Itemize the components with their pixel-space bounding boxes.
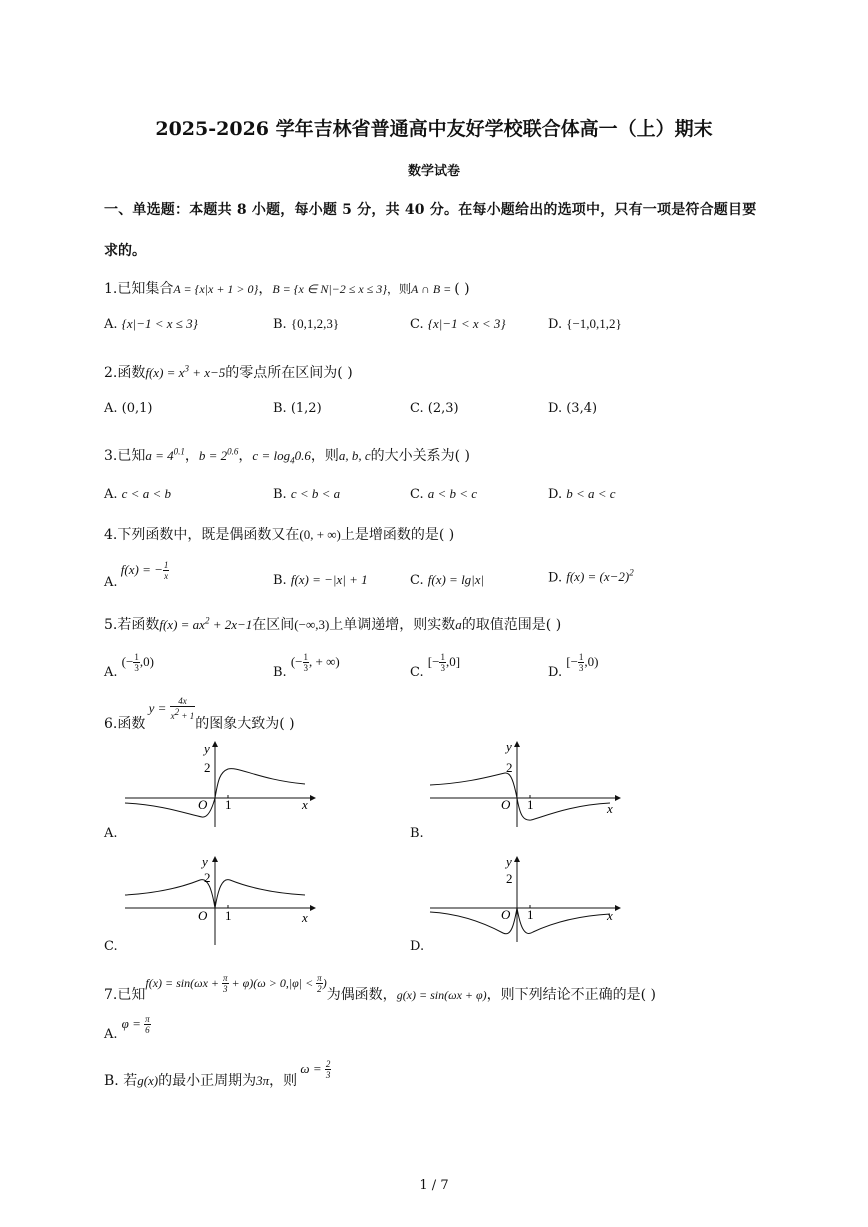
q1-option-c[interactable]: C. {x|−1 < x < 3} [410,316,506,332]
q4-text2: 上是增函数的是( ) [340,527,455,543]
q7-g: g(x) = sin(ωx + φ) [396,988,487,1002]
graph-a-x-label: x [302,797,308,812]
section-header-line1: 一、单选题：本题共 8 小题，每小题 5 分，共 40 分。在每小题给出的选项中，只有一项是符合题目要 [104,202,757,218]
q1-blank: ( ) [454,281,470,297]
q7-mid: 为偶函数， [326,987,397,1003]
q6-suffix: 的图象大致为( ) [195,715,295,732]
graph-d-y-label: y [506,854,512,869]
q7-prefix: 7.已知 [104,987,146,1003]
graph-b-one-label: 1 [527,797,534,812]
graph-c-one-label: 1 [225,908,232,923]
q2-option-a[interactable]: A. (0,1) [104,401,153,416]
q3-option-c[interactable]: C. a < b < c [410,486,478,502]
q3-option-b[interactable]: B. c < b < a [273,486,341,502]
q5-var: a [455,617,462,632]
q2-option-b[interactable]: B. (1,2) [273,401,322,416]
question-7: 7.已知f(x) = sin(ωx + $\frac{\pi}{3}$ + φ)(ω > 0,|φ| < $\frac{\pi}{2}$ )为偶函数，g(x) = sin(ωx + φ)，则下列结论不正确的是( ) [104,972,657,1003]
graph-d-o-label: O [501,907,511,922]
question-1: 1.已知集合A = {x|x + 1 > 0}，B = {x ∈ N|−2 ≤ x ≤ 3}，则A ∩ B = ( ) [104,281,470,297]
q3-option-a[interactable]: A. c < a < b [104,486,171,502]
q6-expr: y = [145,700,170,716]
q4-option-c[interactable]: C. f(x) = lg|x| [410,572,485,588]
q6-option-d[interactable]: D. [410,939,425,954]
graph-b [425,735,625,830]
q2-option-d[interactable]: D. (3,4) [548,401,598,416]
q5-option-a[interactable]: A. (− $\frac{1}{3}$ ,0) [104,652,154,680]
q4-option-b[interactable]: B. f(x) = −|x| + 1 [273,572,368,588]
graph-c-x-label: x [302,910,308,925]
q4-interval: (0, + ∞) [299,527,341,542]
q7-optb-g: g(x) [137,1073,159,1088]
q6-option-c[interactable]: C. [104,939,118,954]
graph-a-two-label: 2 [204,760,211,775]
q3-prefix: 3.已知 [104,448,146,464]
graph-b-x-label: x [607,801,613,816]
q5-mid2: 上单调递增，则实数 [329,617,456,633]
q2-suffix: 的零点所在区间为( ) [225,365,353,381]
q3-vars: a, b, c [338,448,371,463]
q6-prefix: 6.函数 [104,715,146,732]
q7-option-b[interactable]: B. 若g(x)的最小正周期为3π，则 ω = $\frac{2}{3}$ [104,1058,331,1089]
q2-expr: $f(x) = x^3 + x-5$ [145,363,226,380]
q7-expr: f(x) = sin(ωx + [145,976,223,990]
q5-option-b[interactable]: B. (− $\frac{1}{3}$ , + ∞) [273,652,340,680]
graph-c-two-label: 2 [204,870,211,885]
graph-b-y-label: y [506,739,512,754]
q1-mid: ，则 [387,282,412,296]
q1-expr: A ∩ B = [411,282,455,296]
q4-option-a[interactable]: A. f(x) = − $\frac{1}{x}$ [104,560,169,590]
q1-option-b[interactable]: B. {0,1,2,3} [273,316,340,332]
graph-b-two-label: 2 [506,760,513,775]
q3-b: $b = 2^{0.6}$ [198,446,239,463]
q7-optb-1: B. 若 [104,1073,138,1089]
q1-set-b: B = {x ∈ N|−2 ≤ x ≤ 3} [272,282,388,296]
graph-c-y-label: y [202,854,208,869]
graph-c-o-label: O [198,908,208,923]
q4-text1: 4.下列函数中，既是偶函数又在 [104,527,300,543]
q1-prefix: 1.已知集合 [104,281,174,297]
q4-option-d[interactable]: D. $f(x) = (x-2)^2$ [548,568,634,586]
q3-mid: ，则 [310,448,339,464]
graph-a-o-label: O [198,797,208,812]
q5-prefix: 5.若函数 [104,617,160,633]
graph-d [425,850,625,945]
q5-mid: 在区间 [252,617,295,633]
question-3: 3.已知$a = 4^{0.1}$，$b = 2^{0.6}$，$c = \log_40.6$，则a, b, c的大小关系为( ) [104,446,470,466]
graph-d-one-label: 1 [527,907,534,922]
q7-optb-3pi: 3π [256,1073,270,1088]
exam-title: 2025-2026 学年吉林省普通高中友好学校联合体高一（上）期末 [155,118,713,140]
q6-option-a[interactable]: A. [104,826,118,841]
q3-option-d[interactable]: D. b < a < c [548,486,616,502]
question-6: 6.函数 y = $\frac{4x}{x^2 + 1}$ 的图象大致为( ) [104,696,295,732]
q6-option-b[interactable]: B. [410,826,424,841]
q7-optb-3: ，则 [269,1073,298,1089]
q5-suffix: 的取值范围是( ) [461,617,562,633]
page-number: 1 / 7 [419,1178,449,1193]
q7-suffix: ，则下列结论不正确的是( ) [486,987,657,1003]
graph-a [120,735,320,830]
q5-expr: $f(x) = ax^2 + 2x-1$ [159,615,253,632]
graph-b-o-label: O [501,797,511,812]
graph-d-x-label: x [607,908,613,923]
q2-option-c[interactable]: C. (2,3) [410,401,459,416]
q5-interval: (−∞,3) [294,617,330,632]
graph-a-y-label: y [204,741,210,756]
q3-a: $a = 4^{0.1}$ [145,446,185,463]
section-header-line2: 求的。 [104,243,146,259]
q5-option-d[interactable]: D. [− $\frac{1}{3}$ ,0) [548,652,599,680]
q5-option-c[interactable]: C. [− $\frac{1}{3}$ ,0] [410,652,461,680]
graph-a-one-label: 1 [225,797,232,812]
q1-option-d[interactable]: D. {−1,0,1,2} [548,316,622,332]
q3-suffix: 的大小关系为( ) [370,448,470,464]
exam-subtitle: 数学试卷 [407,164,460,179]
question-5 [104,614,561,634]
q1-set-a: A = {x|x + 1 > 0} [173,282,259,296]
graph-c [120,850,320,945]
q3-c: $c = \log_40.6$ [252,448,311,466]
q1-option-a[interactable]: A. {x|−1 < x ≤ 3} [104,316,198,332]
q7-option-a[interactable]: A. φ = $\frac{\pi}{6}$ [104,1014,150,1042]
q2-prefix: 2.函数 [104,365,146,381]
question-2 [104,362,353,382]
q7-optb-2: 的最小正周期为 [158,1073,257,1089]
question-4 [104,524,454,544]
graph-d-two-label: 2 [506,871,513,886]
